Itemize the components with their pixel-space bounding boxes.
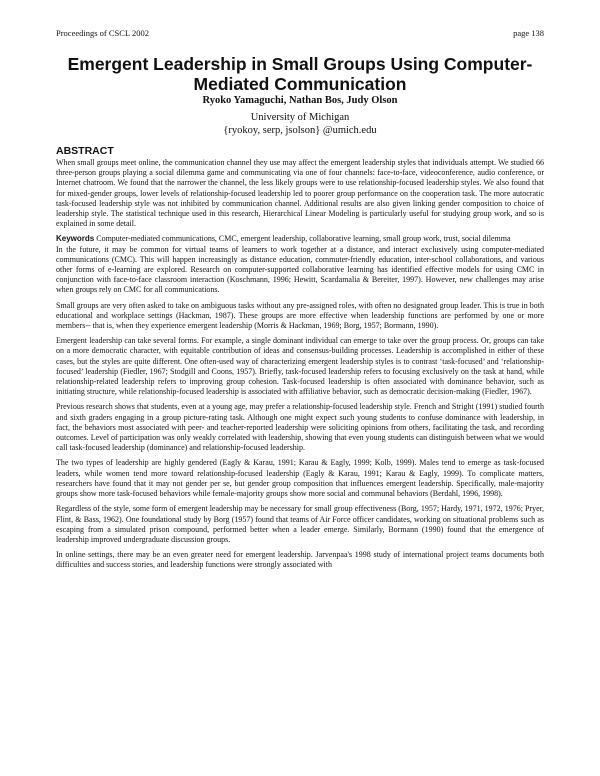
abstract-heading: ABSTRACT xyxy=(56,145,114,157)
keywords-line xyxy=(56,234,544,244)
page-number: page 138 xyxy=(513,28,544,38)
paragraph-4: Previous research shows that students, even at a young age, may prefer a relationship-focused leadership style. French and Stright (1991) studied fourth and sixth graders engaging in a group picture-rating task. Although one might expect such young students to confuse dominance with leadership, in fact, the behaviors most associated with peer- and teacher-reported leadership were soliciting opinions from others, facilitating the task, and recording outcomes. Level of participation was only weakly correlated with leadership, showing that even young students can distinguish between what we would call task-focused leadership (dominance) and relationship-focused leadership. xyxy=(56,402,544,453)
keywords-text: Computer-mediated communications, CMC, emergent leadership, collaborative learning, small group work, trust, social dilemma xyxy=(96,234,511,244)
abstract-text: When small groups meet online, the communication channel they use may affect the emergent leadership styles that individuals attempt. We studied 66 three-person groups playing a social dilemma game and communicating via one of four channels: face-to-face, videoconference, audio conference, or Internet chatroom. We found that the narrower the channel, the less likely groups were to use relationship-focused leadership styles. We also found that for mixed-gender groups, lower levels of relationship-focused leadership led to poorer group performance on the cooperation task. The more autocratic task-focused leadership style was not inhibited by communication channel. Additional results are also given linking gender composition to choice of leadership style. The statistical technique used in this research, Hierarchical Linear Modeling is particularly useful for studying group work, and so is explained in some detail. xyxy=(56,158,544,229)
paragraph-6: Regardless of the style, some form of emergent leadership may be necessary for small group effectiveness (Borg, 1957; Hardy, 1971, 1972, 1976; Pryer, Flint, & Bass, 1962). One foundational study by Borg (1957) found that teams of Air Force officer candidates, working on situational problems such as escaping from a simulated prison compound, performed better when a leader emerge. Similarly, Bormann (1990) found that the emergence of leadership improved undergraduate discussion groups. xyxy=(56,504,544,544)
proceedings-label: Proceedings of CSCL 2002 xyxy=(56,28,149,38)
author-emails: {ryokoy, serp, jsolson} @umich.edu xyxy=(223,125,377,136)
paragraph-7: In online settings, there may be an even greater need for emergent leadership. Jarvenpaa's 1998 study of international project teams documents both difficulties and success stories, and leadership functions were strongly associated with xyxy=(56,550,544,570)
paragraph-5: The two types of leadership are highly gendered (Eagly & Karau, 1991; Karau & Eagly, 1999; Kolb, 1999). Males tend to emerge as task-focused leaders, while women tend more toward relationship-focused leadership (Eagly & Karau, 1991; Karau & Eagly, 1999). To complicate matters, researchers have found that it may not gender per se, but gender group composition that influences emergent leadership. Specifically, male-majority groups show more task-focused behaviors while female-majority groups show more social and communal behaviors (Berdahl, 1996, 1998). xyxy=(56,458,544,499)
paragraph-1: In the future, it may be common for virtual teams of learners to work together at a distance, and interact exclusively using computer-mediated communications (CMC). This will happen increasingly as distance education, commuter-friendly education, inter-school collaborations, and various other forms of e-learning are explored. Research on computer-supported collaborative learning has identified effective models for using CMC in conjunction with face-to-face classroom interaction (Koschmann, 1996; Hewitt, Scardamalia & Bereiter, 1997). However, new challenges may arise when groups rely on CMC for all communications. xyxy=(56,244,544,295)
paper-title: Emergent Leadership in Small Groups Using Computer-Mediated Communication xyxy=(67,54,533,94)
paragraph-2: Small groups are very often asked to take on ambiguous tasks without any pre-assigned roles, with often no designated group leader. This is true in both educational and workplace settings (Hackman, 1987). These groups are more effective when leadership functions are performed by one or more members-- that is, when they experience emergent leadership (Morris & Hackman, 1969; Borg, 1957; Bormann, 1990). xyxy=(56,300,544,331)
keywords-label: Keywords xyxy=(56,234,95,244)
affiliation: University of Michigan xyxy=(250,112,350,123)
authors: Ryoko Yamaguchi, Nathan Bos, Judy Olson xyxy=(202,95,398,106)
paper-body xyxy=(56,145,544,576)
paragraph-3: Emergent leadership can take several forms. For example, a single dominant individual can emerge to take over the group process. Or, groups can take on a more democratic character, with equitable contribution of ideas and consensus-building processes. Leadership is accomplished in either of these cases, but the styles are quite different. One often-used way of characterizing emergent leadership styles is to contrast ‘task-focused’ and ‘relationship-focused’ leadership (Fiedler, 1967; Stodgill and Coons, 1957). Briefly, task-focused leadership refers to focusing exclusively on the task at hand, while relationship-related leadership refers to improving group cohesion. Task-focused leadership is often associated with dominance behavior, such as initiating structure, while relationship-focused leadership is associated with affiliative behavior, such as democratic decision-making (Fiedler, 1967). xyxy=(56,336,544,397)
affiliation-block xyxy=(40,111,560,137)
